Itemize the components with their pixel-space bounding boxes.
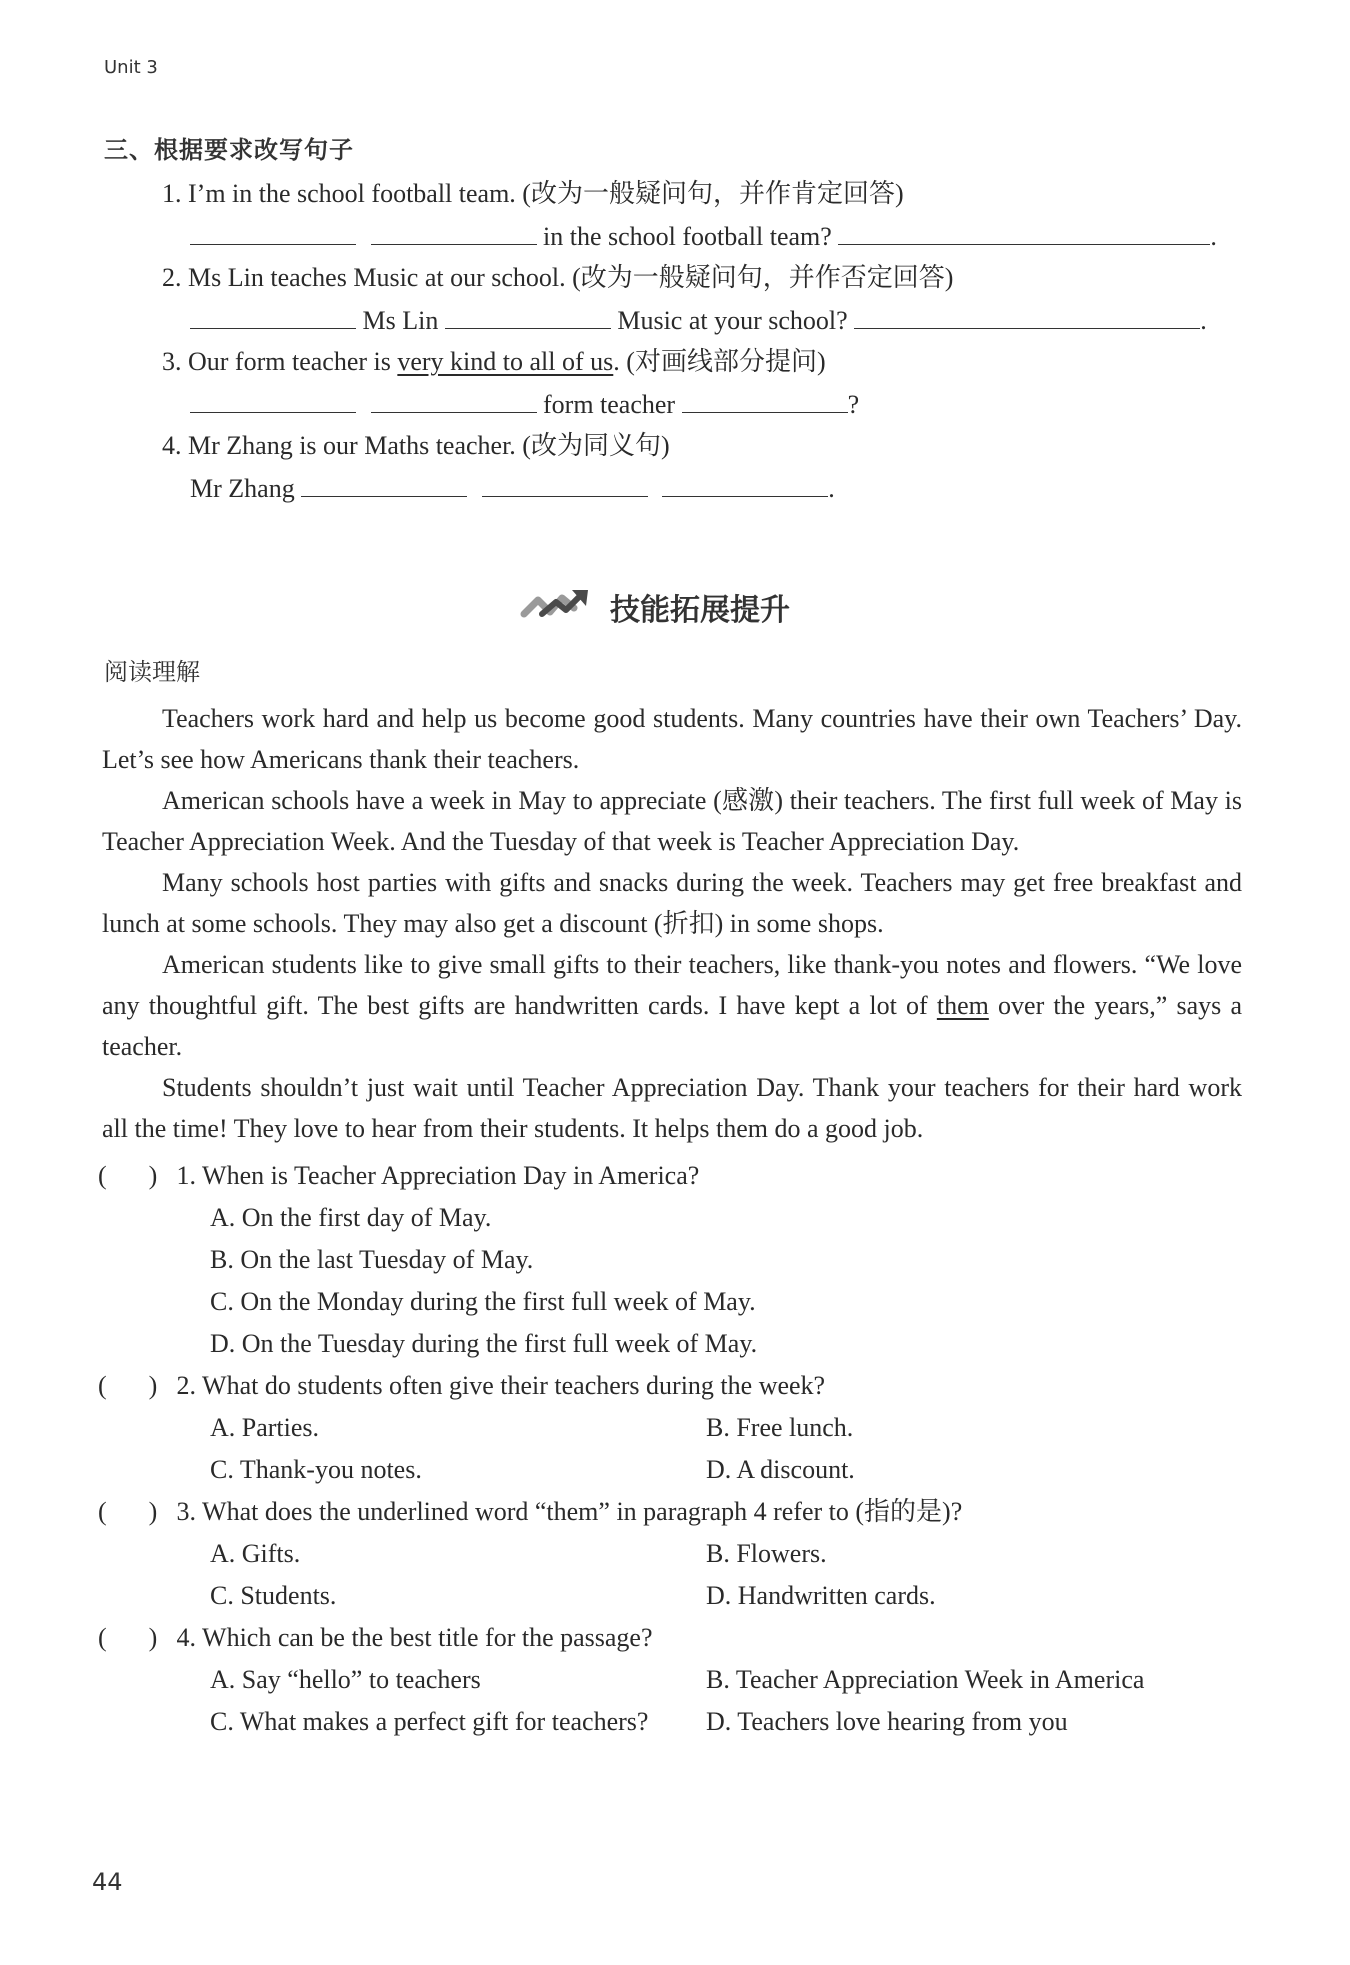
answer-blank[interactable] <box>445 304 611 329</box>
question-2 <box>98 1370 825 1402</box>
option-c[interactable]: C. On the Monday during the first full week of May. <box>210 1287 756 1316</box>
question-1 <box>98 1160 699 1192</box>
answer-blank[interactable] <box>190 388 356 413</box>
answer-blank[interactable] <box>301 472 467 497</box>
passage-paragraph <box>102 944 1242 1067</box>
answer-bracket[interactable]: ( ) <box>98 1161 158 1190</box>
option-d[interactable]: D. Handwritten cards. <box>706 1581 936 1610</box>
end-mark: ? <box>847 390 860 419</box>
answer-blank[interactable] <box>190 220 356 245</box>
end-mark: . <box>1200 306 1207 335</box>
rewrite-line-2 <box>190 304 1207 337</box>
question-stem: 1. When is Teacher Appreciation Day in America? <box>176 1161 700 1190</box>
option-c[interactable]: C. Students. <box>210 1581 337 1610</box>
trend-arrow-icon <box>520 584 592 629</box>
rewrite-prompt-2: 2. Ms Lin teaches Music at our school. (改为一般疑问句，并作否定回答) <box>162 263 954 292</box>
rewrite-prompt-1: 1. I’m in the school football team. (改为一般疑问句，并作肯定回答) <box>162 179 904 208</box>
skills-heading <box>520 584 790 629</box>
option-a[interactable]: A. Parties. <box>210 1413 320 1442</box>
passage-paragraph: Teachers work hard and help us become good students. Many countries have their own Teachers’ Day. Let’s see how Americans thank their teachers. <box>102 704 1242 774</box>
option-a[interactable]: A. On the first day of May. <box>210 1203 492 1232</box>
passage-paragraph: American schools have a week in May to appreciate (感激) their teachers. The first full week of May is Teacher Appreciation Week. And the Tuesday of that week is Teacher Appreciation Day. <box>102 786 1242 856</box>
prompt-text: . (对画线部分提问) <box>613 347 826 376</box>
option-c[interactable]: C. What makes a perfect gift for teachers? <box>210 1707 649 1736</box>
option-b[interactable]: B. On the last Tuesday of May. <box>210 1245 534 1274</box>
answer-blank[interactable] <box>854 304 1200 329</box>
option-b[interactable]: B. Free lunch. <box>706 1413 854 1442</box>
passage-text: over the years,” says a teacher. <box>102 991 1242 1061</box>
section-title: 三、根据要求改写句子 <box>104 136 354 164</box>
passage-paragraph: Students shouldn’t just wait until Teacher Appreciation Day. Thank your teachers for their hard work all the time! They love to hear from their students. It helps them do a good job. <box>102 1073 1242 1143</box>
reading-title: 阅读理解 <box>104 658 200 686</box>
option-b[interactable]: B. Flowers. <box>706 1539 827 1568</box>
rewrite-line-3 <box>190 388 859 421</box>
answer-bracket[interactable]: ( ) <box>98 1371 158 1400</box>
sentence-text: Ms Lin <box>362 306 439 335</box>
answer-blank[interactable] <box>682 388 848 413</box>
option-d[interactable]: D. On the Tuesday during the first full week of May. <box>210 1329 758 1358</box>
answer-blank[interactable] <box>371 220 537 245</box>
answer-blank[interactable] <box>482 472 648 497</box>
answer-bracket[interactable]: ( ) <box>98 1623 158 1652</box>
end-mark: . <box>828 474 835 503</box>
answer-bracket[interactable]: ( ) <box>98 1497 158 1526</box>
option-a[interactable]: A. Say “hello” to teachers <box>210 1665 481 1694</box>
answer-blank[interactable] <box>190 304 356 329</box>
option-d[interactable]: D. Teachers love hearing from you <box>706 1707 1068 1736</box>
question-stem: 2. What do students often give their teachers during the week? <box>176 1371 826 1400</box>
answer-blank[interactable] <box>838 220 1210 245</box>
rewrite-prompt-4: 4. Mr Zhang is our Maths teacher. (改为同义句) <box>162 431 670 460</box>
question-stem: 4. Which can be the best title for the passage? <box>176 1623 653 1652</box>
question-3 <box>98 1496 962 1528</box>
passage-text: American students like to give small gifts to their teachers, like thank-you notes and flowers. “We love any thoughtful gift. The best gifts are handwritten cards. I have kept a lot of <box>102 950 1242 1020</box>
option-b[interactable]: B. Teacher Appreciation Week in America <box>706 1665 1145 1694</box>
sentence-text: form teacher <box>543 390 676 419</box>
question-stem: 3. What does the underlined word “them” in paragraph 4 refer to (指的是)? <box>176 1497 963 1526</box>
passage-paragraph: Many schools host parties with gifts and snacks during the week. Teachers may get free breakfast and lunch at some schools. They may also get a discount (折扣) in some shops. <box>102 868 1242 938</box>
rewrite-line-1 <box>190 220 1217 253</box>
sentence-text: in the school football team? <box>543 222 832 251</box>
option-c[interactable]: C. Thank-you notes. <box>210 1455 422 1484</box>
option-a[interactable]: A. Gifts. <box>210 1539 301 1568</box>
underlined-word: them <box>936 991 989 1020</box>
page-number: 44 <box>92 1868 123 1896</box>
question-4 <box>98 1622 653 1654</box>
end-mark: . <box>1210 222 1217 251</box>
skills-title: 技能拓展提升 <box>610 592 790 628</box>
underlined-phrase: very kind to all of us <box>397 347 614 376</box>
rewrite-line-4 <box>190 472 835 505</box>
answer-blank[interactable] <box>371 388 537 413</box>
reading-passage <box>102 698 1242 1149</box>
answer-blank[interactable] <box>662 472 828 497</box>
rewrite-prompt-3 <box>162 346 826 378</box>
unit-label: Unit 3 <box>104 57 158 78</box>
sentence-text: Music at your school? <box>617 306 848 335</box>
sentence-text: Mr Zhang <box>190 474 295 503</box>
option-d[interactable]: D. A discount. <box>706 1455 855 1484</box>
prompt-text: 3. Our form teacher is <box>162 347 398 376</box>
